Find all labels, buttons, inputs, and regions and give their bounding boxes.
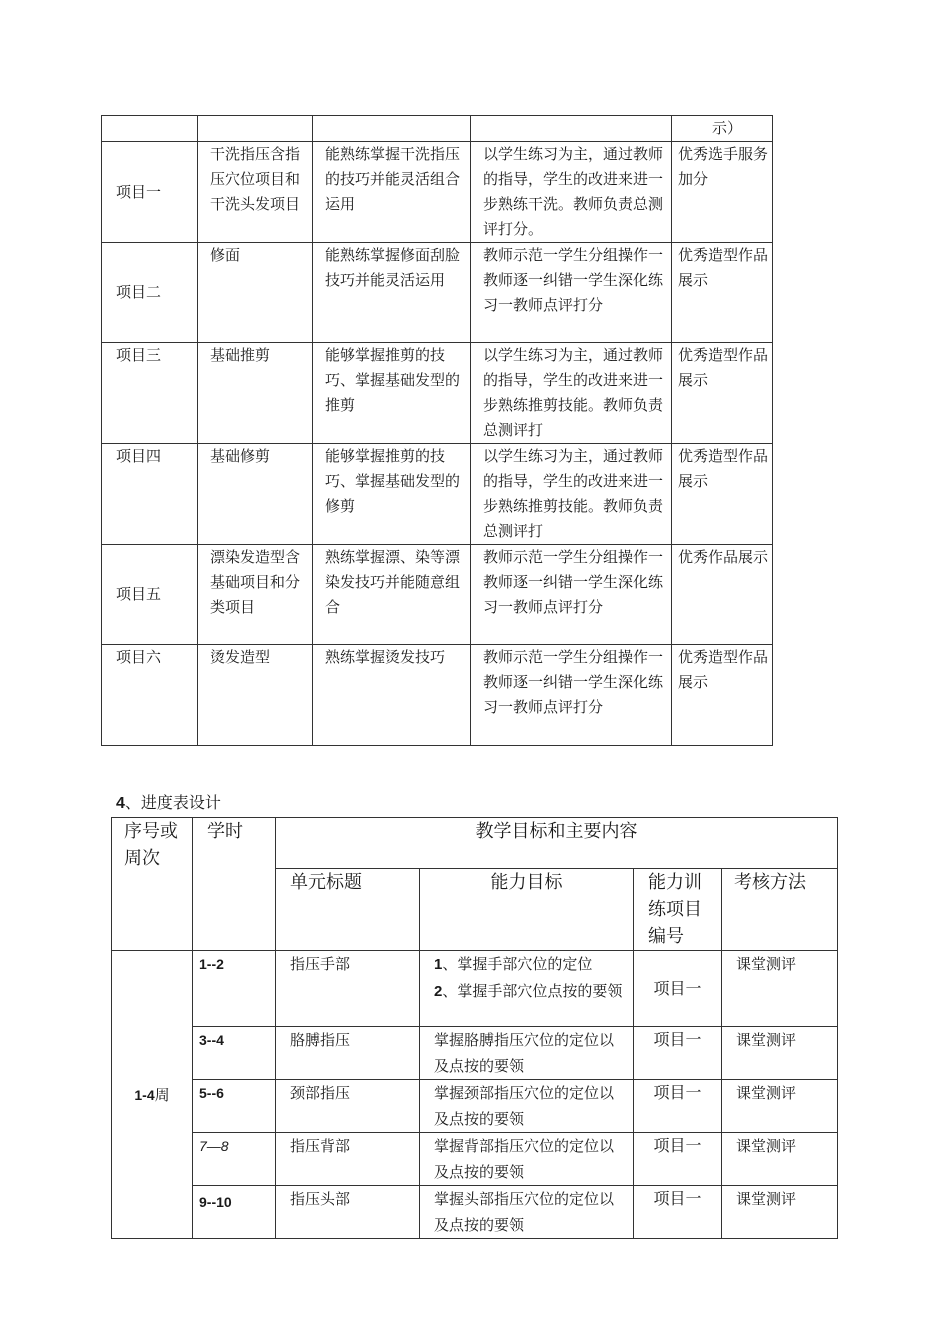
assess-cell: 课堂测评 bbox=[722, 1186, 838, 1239]
table-row bbox=[102, 444, 773, 545]
project-method: 以学生练习为主，通过教师的指导，学生的改进来进一步熟练推剪技能。教师负责总测评打 bbox=[471, 444, 672, 545]
unit-cell: 指压手部 bbox=[276, 951, 420, 1027]
goal-text: 、掌握手部穴位点按的要领 bbox=[442, 982, 623, 1000]
project-eval: 优秀造型作品展示 bbox=[672, 444, 773, 545]
project-content: 烫发造型 bbox=[198, 645, 313, 746]
hours-cell: 7—8 bbox=[193, 1133, 276, 1186]
hours-cell: 3--4 bbox=[193, 1027, 276, 1080]
goal-cell: 掌握颈部指压穴位的定位以及点按的要领 bbox=[420, 1080, 634, 1133]
project-name: 项目二 bbox=[102, 243, 198, 343]
project-cell: 项目一 bbox=[634, 951, 722, 1027]
section-title-text: 、进度表设计 bbox=[124, 793, 221, 812]
header-main: 教学目标和主要内容 bbox=[276, 818, 838, 869]
project-eval: 优秀选手服务加分 bbox=[672, 142, 773, 243]
table-row bbox=[112, 1080, 838, 1133]
assess-cell: 课堂测评 bbox=[722, 951, 838, 1027]
goal-number: 2 bbox=[434, 983, 443, 1000]
goal-number: 1 bbox=[434, 956, 443, 973]
week-unit: 周 bbox=[154, 1085, 170, 1104]
table-row bbox=[102, 645, 773, 746]
week-cell bbox=[112, 951, 193, 1239]
project-table bbox=[101, 115, 773, 746]
project-eval: 优秀造型作品展示 bbox=[672, 243, 773, 343]
continued-cell: 示） bbox=[672, 116, 773, 142]
goal-cell: 掌握背部指压穴位的定位以及点按的要领 bbox=[420, 1133, 634, 1186]
hours-cell: 5--6 bbox=[193, 1080, 276, 1133]
goal-cell: 掌握胳膊指压穴位的定位以及点按的要领 bbox=[420, 1027, 634, 1080]
project-goal: 熟练掌握漂、染等漂染发技巧并能随意组合 bbox=[313, 545, 471, 645]
project-eval: 优秀造型作品展示 bbox=[672, 645, 773, 746]
project-goal: 能熟练掌握修面刮脸技巧并能灵活运用 bbox=[313, 243, 471, 343]
project-name: 项目一 bbox=[102, 142, 198, 243]
unit-cell: 颈部指压 bbox=[276, 1080, 420, 1133]
project-cell: 项目一 bbox=[634, 1080, 722, 1133]
assess-cell: 课堂测评 bbox=[722, 1133, 838, 1186]
project-content: 修面 bbox=[198, 243, 313, 343]
week-number: 1-4 bbox=[134, 1086, 155, 1103]
project-method: 教师示范一学生分组操作一教师逐一纠错一学生深化练习一教师点评打分 bbox=[471, 545, 672, 645]
table-row bbox=[102, 116, 773, 142]
hours-cell: 9--10 bbox=[193, 1186, 276, 1239]
assess-cell: 课堂测评 bbox=[722, 1080, 838, 1133]
project-eval: 优秀作品展示 bbox=[672, 545, 773, 645]
goal-cell: 掌握头部指压穴位的定位以及点按的要领 bbox=[420, 1186, 634, 1239]
project-goal: 能够掌握推剪的技巧、掌握基础发型的修剪 bbox=[313, 444, 471, 545]
goal-cell bbox=[420, 951, 634, 1027]
table-row bbox=[112, 951, 838, 1027]
project-name: 项目四 bbox=[102, 444, 198, 545]
project-method: 教师示范一学生分组操作一教师逐一纠错一学生深化练习一教师点评打分 bbox=[471, 243, 672, 343]
section-heading bbox=[116, 790, 221, 817]
table-row bbox=[112, 1133, 838, 1186]
project-method: 以学生练习为主，通过教师的指导，学生的改进来进一步熟练干洗。教师负责总测评打分。 bbox=[471, 142, 672, 243]
goal-text: 、掌握手部穴位的定位 bbox=[442, 955, 593, 973]
project-name: 项目六 bbox=[102, 645, 198, 746]
project-name: 项目五 bbox=[102, 545, 198, 645]
table-row bbox=[102, 343, 773, 444]
header-hours: 学时 bbox=[193, 818, 276, 951]
unit-cell: 胳膊指压 bbox=[276, 1027, 420, 1080]
project-goal: 能够掌握推剪的技巧、掌握基础发型的推剪 bbox=[313, 343, 471, 444]
project-content: 干洗指压含指压穴位项目和干洗头发项目 bbox=[198, 142, 313, 243]
header-ability: 能力目标 bbox=[420, 869, 634, 951]
header-week: 序号或周次 bbox=[112, 818, 193, 951]
project-method: 以学生练习为主，通过教师的指导，学生的改进来进一步熟练推剪技能。教师负责总测评打 bbox=[471, 343, 672, 444]
assess-cell: 课堂测评 bbox=[722, 1027, 838, 1080]
project-goal: 能熟练掌握干洗指压的技巧并能灵活组合运用 bbox=[313, 142, 471, 243]
header-project: 能力训练项目编号 bbox=[634, 869, 722, 951]
goal-line bbox=[434, 978, 625, 1005]
header-assess: 考核方法 bbox=[722, 869, 838, 951]
header-unit: 单元标题 bbox=[276, 869, 420, 951]
table-row bbox=[102, 243, 773, 343]
hours-cell: 1--2 bbox=[193, 951, 276, 1027]
table-row bbox=[112, 1186, 838, 1239]
goal-line bbox=[434, 951, 625, 978]
table-header-row bbox=[112, 818, 838, 869]
table-row bbox=[102, 545, 773, 645]
project-content: 基础推剪 bbox=[198, 343, 313, 444]
table-row bbox=[102, 142, 773, 243]
unit-cell: 指压头部 bbox=[276, 1186, 420, 1239]
project-content: 基础修剪 bbox=[198, 444, 313, 545]
table-row bbox=[112, 1027, 838, 1080]
unit-cell: 指压背部 bbox=[276, 1133, 420, 1186]
section-number: 4 bbox=[116, 795, 125, 812]
project-cell: 项目一 bbox=[634, 1186, 722, 1239]
project-eval: 优秀造型作品展示 bbox=[672, 343, 773, 444]
project-method: 教师示范一学生分组操作一教师逐一纠错一学生深化练习一教师点评打分 bbox=[471, 645, 672, 746]
project-goal: 熟练掌握烫发技巧 bbox=[313, 645, 471, 746]
project-name: 项目三 bbox=[102, 343, 198, 444]
project-content: 漂染发造型含基础项目和分类项目 bbox=[198, 545, 313, 645]
project-cell: 项目一 bbox=[634, 1027, 722, 1080]
project-cell: 项目一 bbox=[634, 1133, 722, 1186]
schedule-table bbox=[111, 817, 838, 1239]
